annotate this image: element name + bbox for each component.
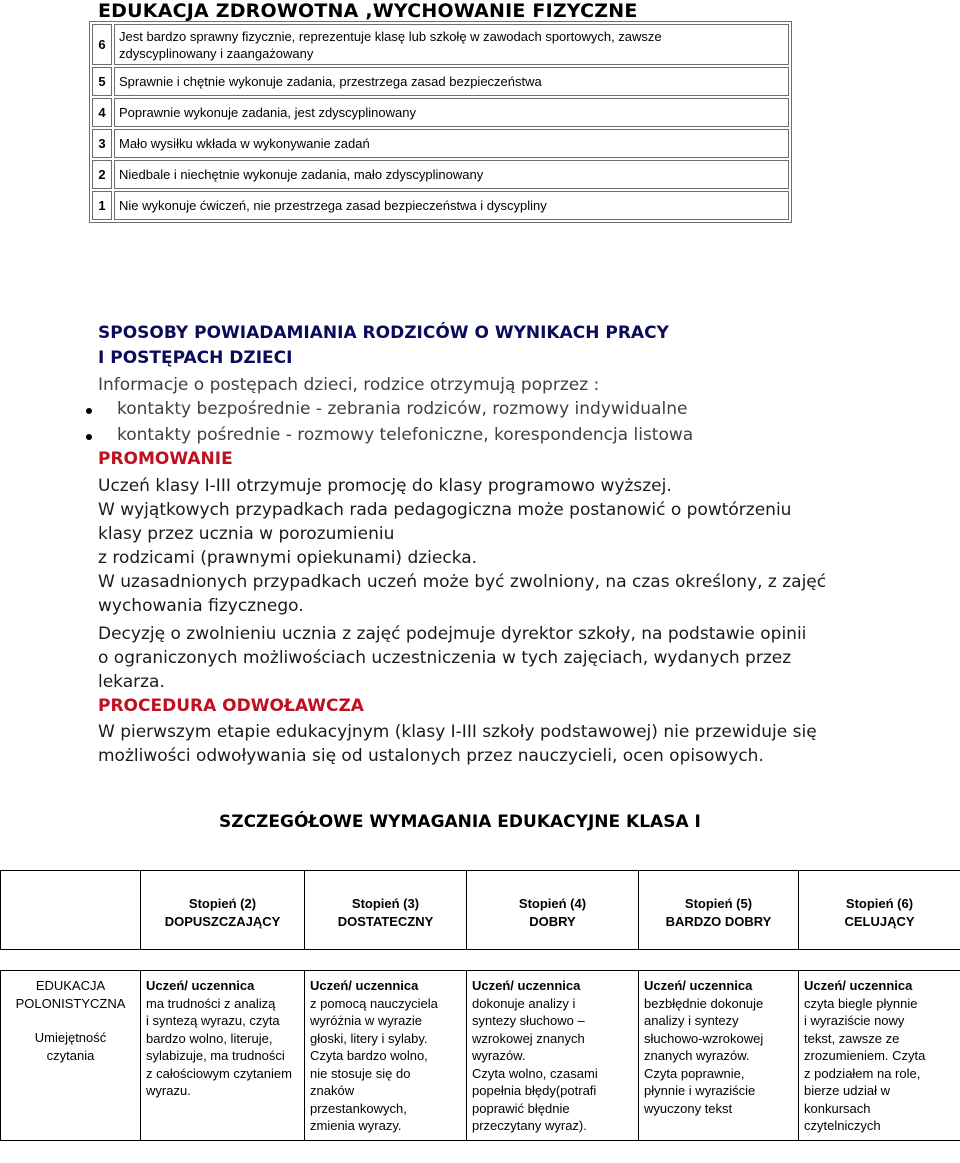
cell-line: czytelniczych (804, 1118, 881, 1133)
bullet-item: kontakty pośrednie - rozmowy telefoniczne, korespondencja listowa (117, 425, 694, 445)
decision-line: o ograniczonych możliwościach uczestniczenia w tych zajęciach, wydanych przez (98, 648, 792, 668)
promo-line: wychowania fizycznego. (98, 596, 304, 616)
cell-line: bierze udział w (804, 1083, 890, 1098)
subject-cell (1, 971, 141, 1141)
cell-line: czyta biegle płynnie (804, 995, 918, 1011)
cell-heading: Uczeń/ uczennica (644, 978, 753, 993)
table-row (1, 871, 960, 950)
header-label: CELUJĄCY (844, 913, 915, 929)
table-row (92, 191, 789, 220)
skill-line: Umiejętność (34, 1030, 107, 1045)
grade-description: Sprawnie i chętnie wykonuje zadania, przestrzega zasad bezpieczeństwa (114, 67, 789, 96)
header-cell (639, 871, 799, 950)
cell-line: płynnie i wyraziście (644, 1083, 756, 1098)
header-grade: Stopień (3) (351, 896, 420, 911)
requirement-cell (305, 971, 467, 1141)
table-row (92, 67, 789, 96)
grade-description: Mało wysiłku wkłada w wykonywanie zadań (114, 129, 789, 158)
cell-line: popełnia błędy(potrafi (472, 1083, 597, 1098)
cell-line: zrozumieniem. Czyta (804, 1048, 926, 1063)
table-row (92, 129, 789, 158)
grade-description (114, 24, 789, 65)
cell-line: z podziałem na role, (804, 1065, 921, 1081)
header-label: BARDZO DOBRY (665, 913, 772, 929)
grade-header-table (0, 870, 960, 950)
cell-line: syntezy słuchowo – (472, 1013, 585, 1028)
header-grade: Stopień (5) (684, 896, 753, 911)
cell-line: nie stosuje się do (310, 1065, 411, 1081)
cell-heading: Uczeń/ uczennica (146, 978, 255, 993)
table-row (92, 24, 789, 65)
cell-line: znanych wyrazów. (644, 1048, 750, 1063)
cell-line: słuchowo-wzrokowej (644, 1030, 764, 1046)
requirement-cell (799, 971, 960, 1141)
header-label: DOSTATECZNY (337, 913, 434, 929)
bullet-icon (86, 408, 92, 414)
grade-number: 4 (92, 98, 112, 127)
grade-number: 2 (92, 160, 112, 189)
procedure-line: możliwości odwoływania się od ustalonych przez nauczycieli, ocen opisowych. (98, 746, 764, 766)
procedure-line: W pierwszym etapie edukacyjnym (klasy I-III szkoły podstawowej) nie przewiduje się (98, 722, 817, 742)
cell-line: ma trudności z analizą (146, 995, 276, 1011)
cell-line: Czyta poprawnie, (644, 1065, 745, 1081)
promo-line: z rodzicami (prawnymi opiekunami) dziecka. (98, 548, 478, 568)
cell-line: z całościowym czytaniem (146, 1065, 292, 1081)
promo-line: Uczeń klasy I-III otrzymuje promocję do klasy programowo wyższej. (98, 476, 672, 496)
cell-line: konkursach (804, 1100, 871, 1116)
description-line: Jest bardzo sprawny fizycznie, reprezentuje klasę lub szkołę w zawodach sportowych, zawsze (119, 28, 662, 44)
grade-description: Nie wykonuje ćwiczeń, nie przestrzega zasad bezpieczeństwa i dyscypliny (114, 191, 789, 220)
header-cell (141, 871, 305, 950)
requirement-cell (467, 971, 639, 1141)
cell-line: tekst, zawsze ze (804, 1030, 900, 1046)
bullet-item: kontakty bezpośrednie - zebrania rodziców, rozmowy indywidualne (117, 399, 688, 419)
table-row (1, 971, 960, 1141)
info-text: Informacje o postępach dzieci, rodzice otrzymują poprzez : (98, 375, 600, 395)
subject-line: POLONISTYCZNA (15, 995, 126, 1011)
cell-line: poprawić błędnie (472, 1100, 570, 1116)
section-title: EDUKACJA ZDROWOTNA ,WYCHOWANIE FIZYCZNE (98, 0, 638, 22)
cell-line: Czyta bardzo wolno, (310, 1048, 428, 1063)
header-cell (799, 871, 960, 950)
decision-line: lekarza. (98, 672, 165, 692)
cell-line: wyrazów. (472, 1048, 526, 1063)
grade-number: 6 (92, 24, 112, 65)
grade-number: 1 (92, 191, 112, 220)
cell-line: wyuczony tekst (644, 1100, 733, 1116)
cell-line: zmienia wyrazy. (310, 1118, 402, 1133)
grade-number: 5 (92, 67, 112, 96)
header-grade: Stopień (4) (518, 896, 587, 911)
cell-line: z pomocą nauczyciela (310, 995, 438, 1011)
cell-line: głoski, litery i sylaby. (310, 1030, 428, 1046)
promo-line: W wyjątkowych przypadkach rada pedagogiczna może postanowić o powtórzeniu (98, 500, 792, 520)
grade-description: Niedbale i niechętnie wykonuje zadania, mało zdyscyplinowany (114, 160, 789, 189)
cell-line: bardzo wolno, literuje, (146, 1030, 273, 1046)
section-heading: I POSTĘPACH DZIECI (98, 348, 293, 368)
cell-heading: Uczeń/ uczennica (472, 978, 581, 993)
cell-line: przeczytany wyraz). (472, 1118, 587, 1133)
requirements-title: SZCZEGÓŁOWE WYMAGANIA EDUKACYJNE KLASA I (219, 812, 701, 832)
skill-line: czytania (46, 1047, 95, 1063)
header-grade: Stopień (2) (188, 896, 257, 911)
cell-line: analizy i syntezy (644, 1013, 739, 1028)
requirement-cell (639, 971, 799, 1141)
promo-line: klasy przez ucznia w porozumieniu (98, 524, 395, 544)
subject-line: EDUKACJA (35, 978, 106, 993)
cell-line: przestankowych, (310, 1100, 407, 1116)
grade-description: Poprawnie wykonuje zadania, jest zdyscyplinowany (114, 98, 789, 127)
header-cell (467, 871, 639, 950)
procedure-heading: PROCEDURA ODWOŁAWCZA (98, 696, 364, 716)
cell-line: sylabizuje, ma trudności (146, 1048, 285, 1063)
requirement-cell (141, 971, 305, 1141)
cell-line: i syntezą wyrazu, czyta (146, 1013, 280, 1028)
section-heading: SPOSOBY POWIADAMIANIA RODZICÓW O WYNIKACH PRACY (98, 323, 669, 343)
header-label: DOBRY (529, 913, 576, 929)
header-label: DOPUSZCZAJĄCY (164, 913, 281, 929)
cell-line: i wyraziście nowy (804, 1013, 905, 1028)
bullet-icon (86, 434, 92, 440)
cell-line: wyróżnia w wyrazie (310, 1013, 422, 1028)
cell-line: Czyta wolno, czasami (472, 1065, 598, 1081)
promo-line: W uzasadnionych przypadkach uczeń może być zwolniony, na czas określony, z zajęć (98, 572, 827, 592)
cell-heading: Uczeń/ uczennica (310, 978, 419, 993)
grade-number: 3 (92, 129, 112, 158)
decision-line: Decyzję o zwolnieniu ucznia z zajęć podejmuje dyrektor szkoły, na podstawie opinii (98, 624, 807, 644)
header-cell (305, 871, 467, 950)
table-row (92, 160, 789, 189)
header-cell-empty (1, 871, 141, 950)
cell-line: dokonuje analizy i (472, 995, 576, 1011)
requirements-table (0, 970, 960, 1141)
header-grade: Stopień (6) (845, 896, 914, 911)
cell-line: wzrokowej znanych (472, 1030, 585, 1046)
table-row (92, 98, 789, 127)
cell-heading: Uczeń/ uczennica (804, 978, 913, 993)
cell-line: wyrazu. (146, 1083, 191, 1098)
grade-table (89, 21, 792, 223)
cell-line: bezbłędnie dokonuje (644, 995, 764, 1011)
description-line: zdyscyplinowany i zaangażowany (119, 45, 314, 61)
promo-heading: PROMOWANIE (98, 449, 233, 469)
cell-line: znaków (310, 1083, 355, 1098)
